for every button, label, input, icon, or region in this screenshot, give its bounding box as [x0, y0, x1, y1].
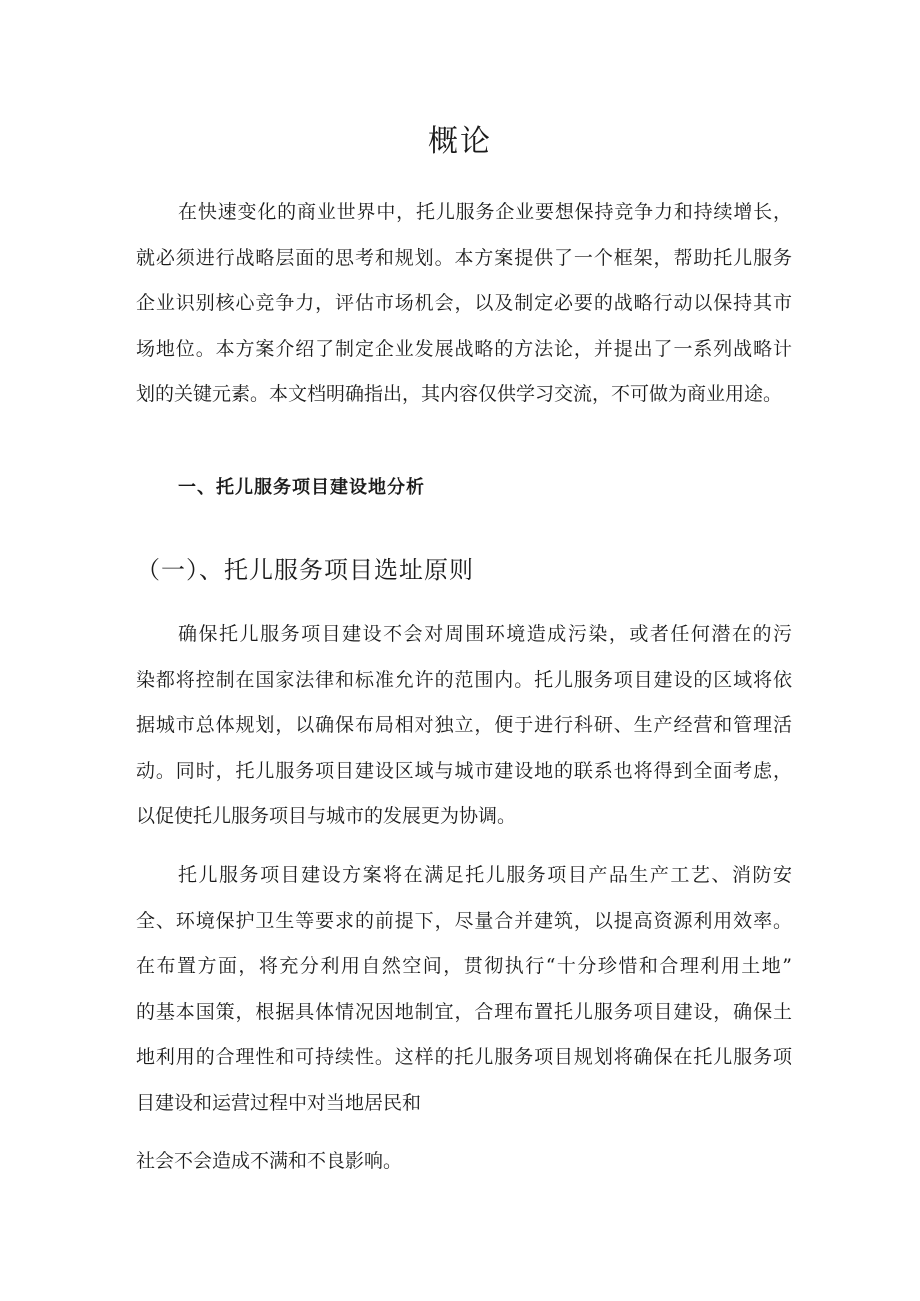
paragraph-line: 确保托儿服务项目建设不会对周围环境造成污染，或者任何潜在的污 [178, 623, 792, 645]
paragraph-1 [136, 612, 792, 840]
paragraph-line: 在布置方面，将充分利用自然空间，贯彻执行“十分珍惜和合理利用土地” [136, 955, 792, 978]
paragraph-line: 动。同时，托儿服务项目建设区域与城市建设地的联系也将得到全面考虑， [136, 759, 792, 782]
paragraph-line: 的基本国策，根据具体情况因地制宜，合理布置托儿服务项目建设，确保土 [136, 1000, 792, 1023]
intro-line: 划的关键元素。本文档明确指出，其内容仅供学习交流，不可做为商业用途。 [136, 383, 783, 406]
paragraph-line: 目建设和运营过程中对当地居民和 [136, 1091, 422, 1114]
paragraph-2 [136, 853, 792, 1127]
section-heading-2: （一）、托儿服务项目选址原则 [136, 556, 474, 584]
paragraph-line: 染都将控制在国家法律和标准允许的范围内。托儿服务项目建设的区域将依 [136, 668, 792, 691]
intro-line: 就必须进行战略层面的思考和规划。本方案提供了一个框架，帮助托儿服务 [136, 246, 792, 269]
intro-line: 场地位。本方案介绍了制定企业发展战略的方法论，并提出了一系列战略计 [136, 337, 792, 360]
paragraph-line: 以促使托儿服务项目与城市的发展更为协调。 [136, 805, 517, 828]
intro-line: 在快速变化的商业世界中，托儿服务企业要想保持竞争力和持续增长， [178, 201, 792, 223]
paragraph-line: 地利用的合理性和可持续性。这样的托儿服务项目规划将确保在托儿服务项 [136, 1046, 792, 1069]
intro-line: 企业识别核心竞争力，评估市场机会，以及制定必要的战略行动以保持其市 [136, 292, 792, 315]
paragraph-line: 全、环境保护卫生等要求的前提下，尽量合并建筑，以提高资源利用效率。 [136, 909, 792, 932]
paragraph-tail-line: 社会不会造成不满和不良影响。 [136, 1150, 403, 1172]
paragraph-line: 托儿服务项目建设方案将在满足托儿服务项目产品生产工艺、消防安 [178, 864, 792, 886]
paragraph-line: 据城市总体规划，以确保布局相对独立，便于进行科研、生产经营和管理活 [136, 714, 792, 737]
document-title: 概论 [428, 124, 492, 159]
section-heading-1: 一、托儿服务项目建设地分析 [178, 477, 425, 498]
intro-paragraph [136, 190, 792, 418]
